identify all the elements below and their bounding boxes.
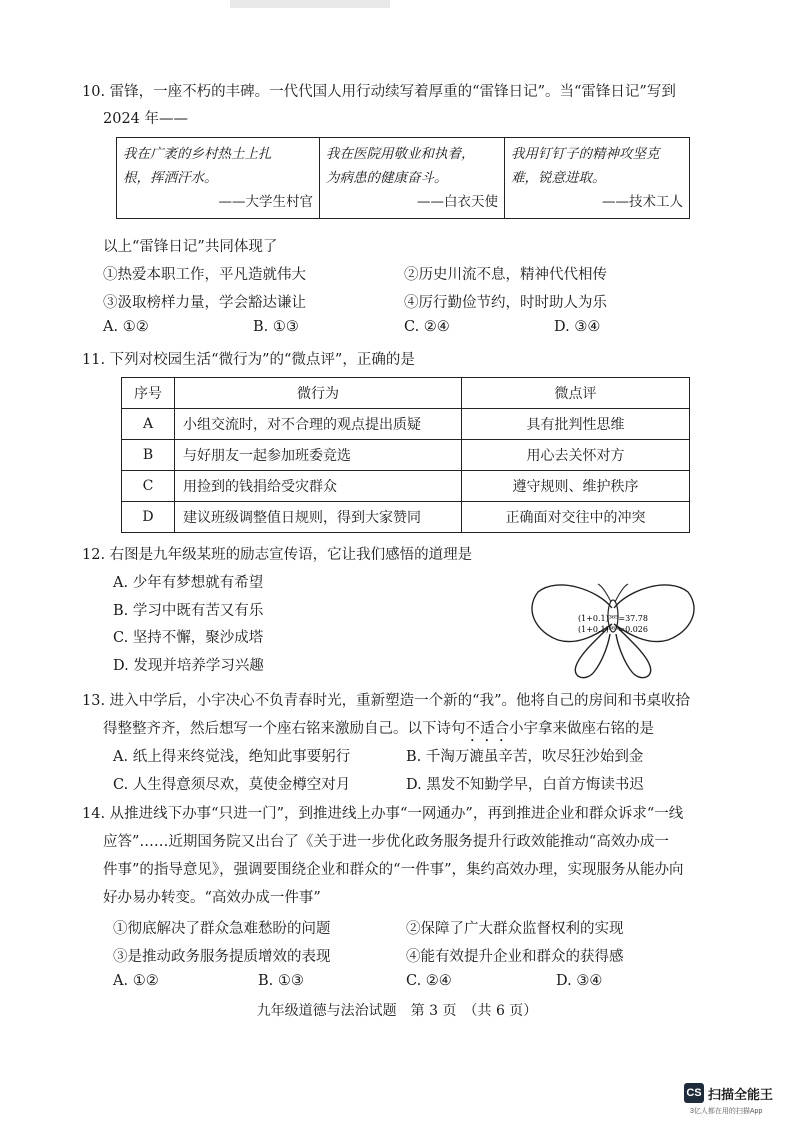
table-row: C 用捡到的钱捐给受灾群众 遵守规则、维护秩序 — [122, 471, 690, 502]
camscanner-logo-icon: CS — [684, 1083, 704, 1103]
q14-stem-line3: 件事”的指导意见》，强调要围绕企业和群众的“一件事”，集约高效办理，实现服务从能办向 — [103, 862, 684, 878]
q12-option-d: D. 发现并培养学习兴趣 — [113, 658, 264, 674]
q14-stem-line4: 好办易办转变。“高效办成一件事” — [103, 890, 321, 906]
q13-stem-line2: 得整整齐齐，然后想写一个座右铭来激励自己。以下诗句不适合小宇拿来做座右铭的是 — [103, 721, 654, 737]
emphasis-not-suitable: 不适合 — [465, 721, 509, 737]
table-row: A 小组交流时，对不合理的观点提出质疑 具有批判性思维 — [122, 409, 690, 440]
q11-stem: 11. 下列对校园生活“微行为”的“微点评”，正确的是 — [82, 352, 415, 368]
diary-sig-1: ——大学生村官 — [218, 194, 313, 210]
q10-option-4: ④厉行勤俭节约，时时助人为乐 — [404, 295, 607, 311]
table-row: B 与好朋友一起参加班委竞选 用心去关怀对方 — [122, 440, 690, 471]
diary-cell-3: 我用钉钉子的精神攻坚克 难，锐意进取。 ——技术工人 — [505, 138, 690, 219]
butterfly-antenna-right — [615, 584, 628, 602]
q12-option-a: A. 少年有梦想就有希望 — [113, 575, 264, 591]
q14-choice-c: C. ②④ — [406, 973, 452, 989]
diary-sig-3: ——技术工人 — [602, 194, 683, 210]
butterfly-illustration — [528, 568, 698, 684]
q10-choice-a: A. ①② — [103, 319, 149, 335]
q10-option-3: ③汲取榜样力量，学会豁达谦让 — [103, 295, 306, 311]
q14-stem-line1: 14. 从推进线下办事“只进一门”，到推进线上办事“一网通办”，再到推进企业和群众诉求“一线 — [82, 806, 684, 822]
q10-option-1: ①热爱本职工作，平凡造就伟大 — [103, 267, 306, 283]
q12-option-c: C. 坚持不懈，聚沙成塔 — [113, 630, 264, 646]
table-header-row: 序号 微行为 微点评 — [122, 378, 690, 409]
table-row: D 建议班级调整值日规则，得到大家赞同 正确面对交往中的冲突 — [122, 502, 690, 533]
q10-option-2: ②历史川流不息，精神代代相传 — [404, 267, 607, 283]
q14-choice-b: B. ①③ — [258, 973, 304, 989]
scanner-tagline: 3亿人都在用的扫描App — [690, 1108, 763, 1115]
q14-choice-d: D. ③④ — [556, 973, 603, 989]
q13-stem-line1: 13. 进入中学后，小宇决心不负青春时光，重新塑造一个新的“我”。他将自己的房间和书桌收拾 — [82, 693, 690, 709]
q10-prompt: 以上“雷锋日记”共同体现了 — [103, 239, 278, 255]
q14-option-4: ④能有效提升企业和群众的获得感 — [406, 949, 624, 965]
q14-choice-a: A. ①② — [113, 973, 159, 989]
diary-cell-1: 我在广袤的乡村热土上扎 根，挥洒汗水。 ——大学生村官 — [117, 138, 320, 219]
q10-stem-line1: 10. 雷锋，一座不朽的丰碑。一代代国人用行动续写着厚重的“雷锋日记”。当“雷锋日记”写到 — [82, 84, 676, 100]
q11-table — [121, 377, 690, 533]
q12-option-b: B. 学习中既有苦又有乐 — [113, 603, 264, 619]
q10-choice-d: D. ③④ — [554, 319, 601, 335]
q12-stem: 12. 右图是九年级某班的励志宣传语，它让我们感悟的道理是 — [82, 547, 473, 563]
butterfly-antenna-left — [598, 584, 611, 602]
q10-choice-b: B. ①③ — [253, 319, 299, 335]
formula-1: (1+0.1)³⁶⁵=37.78 — [578, 614, 648, 623]
scan-edge — [230, 0, 390, 8]
formula-2: (1+0.1)³⁶⁵=0.026 — [578, 625, 648, 634]
q13-option-d: D. 黑发不知勤学早，白首方悔读书迟 — [406, 777, 644, 793]
q10-stem-line2: 2024 年—— — [103, 111, 189, 127]
q14-option-1: ①彻底解决了群众急难愁盼的问题 — [113, 921, 331, 937]
q14-stem-line2: 应答”……近期国务院又出台了《关于进一步优化政务服务提升行政效能推动“高效办成一 — [103, 834, 669, 850]
diary-sig-2: ——白衣天使 — [417, 194, 498, 210]
q14-option-3: ③是推动政务服务提质增效的表现 — [113, 949, 331, 965]
diary-cell-2: 我在医院用敬业和执着， 为病患的健康奋斗。 ——白衣天使 — [320, 138, 505, 219]
q10-diary-table — [116, 137, 690, 219]
q13-option-b: B. 千淘万漉虽辛苦，吹尽狂沙始到金 — [406, 749, 644, 765]
q14-option-2: ②保障了广大群众监督权利的实现 — [406, 921, 624, 937]
q13-option-a: A. 纸上得来终觉浅，绝知此事要躬行 — [113, 749, 351, 765]
scanner-app-name: 扫描全能王 — [708, 1087, 774, 1102]
page-footer: 九年级道德与法治试题 第 3 页 （共 6 页） — [256, 1003, 538, 1019]
q10-choice-c: C. ②④ — [404, 319, 450, 335]
q13-option-c: C. 人生得意须尽欢，莫使金樽空对月 — [113, 777, 351, 793]
